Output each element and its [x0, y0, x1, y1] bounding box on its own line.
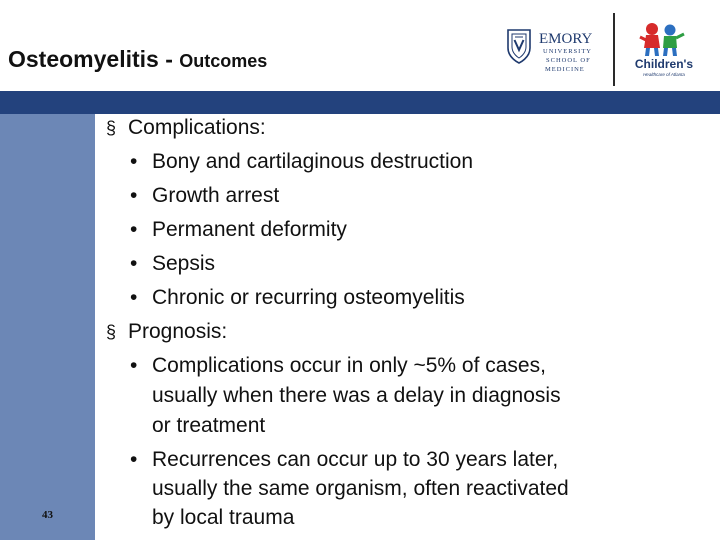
list-item	[130, 252, 216, 276]
list-item-text: Bony and cartilaginous destruction	[152, 150, 474, 173]
slide-title	[8, 46, 267, 73]
list-item	[130, 354, 546, 378]
list-item-text-line: or treatment	[152, 414, 266, 437]
childrens-kids-icon	[640, 23, 684, 56]
slide-title-separator: -	[158, 46, 180, 72]
list-item	[130, 286, 465, 310]
sub-bullet-icon: •	[130, 448, 138, 471]
sub-bullet-icon: •	[130, 354, 138, 377]
list-item-text-line: usually when there was a delay in diagnosis	[152, 384, 561, 407]
list-item-text-line: by local trauma	[152, 506, 295, 529]
emory-medicine: MEDICINE	[545, 66, 585, 73]
bullet-heading: Prognosis:	[128, 320, 228, 343]
list-item	[130, 218, 347, 242]
bullet-heading: Complications:	[128, 116, 266, 139]
sub-bullet-icon: •	[130, 218, 138, 241]
list-item	[130, 150, 474, 174]
slide-content	[0, 114, 720, 540]
bullet-prognosis	[106, 320, 228, 344]
list-item-continuation	[152, 506, 294, 530]
sub-bullet-icon: •	[130, 184, 138, 207]
list-item-text-line: Recurrences can occur up to 30 years later,	[152, 448, 559, 471]
emory-school-of-medicine-logo	[505, 18, 611, 80]
list-item-text: Permanent deformity	[152, 218, 347, 241]
slide-number: 43	[42, 509, 53, 521]
childrens-healthcare-logo	[626, 18, 702, 80]
list-item-text: Sepsis	[152, 252, 216, 275]
slide-header	[0, 0, 720, 92]
list-item-text-line: Complications occur in only ~5% of cases,	[152, 354, 546, 377]
list-item	[130, 448, 559, 472]
list-item-text-line: usually the same organism, often reactivated	[152, 477, 569, 500]
list-item-continuation	[152, 414, 265, 438]
section-bullet-icon: §	[106, 118, 117, 138]
sub-bullet-icon: •	[130, 252, 138, 275]
bullet-complications	[106, 116, 266, 140]
list-item-text: Growth arrest	[152, 184, 280, 207]
section-bullet-icon: §	[106, 322, 117, 342]
childrens-name: Children's	[634, 57, 694, 71]
childrens-tagline: Healthcare of Atlanta	[643, 72, 685, 77]
slide-subtitle: Outcomes	[179, 51, 268, 71]
list-item	[130, 184, 280, 208]
slide-title-main: Osteomyelitis	[8, 46, 159, 72]
list-item-continuation	[152, 477, 569, 501]
header-band	[0, 91, 720, 114]
sub-bullet-icon: •	[130, 150, 138, 173]
emory-shield-icon	[508, 30, 530, 63]
emory-university: UNIVERSITY	[543, 48, 592, 55]
emory-name: EMORY	[539, 31, 593, 47]
emory-school-of: SCHOOL OF	[546, 57, 591, 64]
list-item-text: Chronic or recurring osteomyelitis	[152, 286, 465, 309]
logo-divider	[613, 13, 615, 86]
sub-bullet-icon: •	[130, 286, 138, 309]
list-item-continuation	[152, 384, 561, 408]
